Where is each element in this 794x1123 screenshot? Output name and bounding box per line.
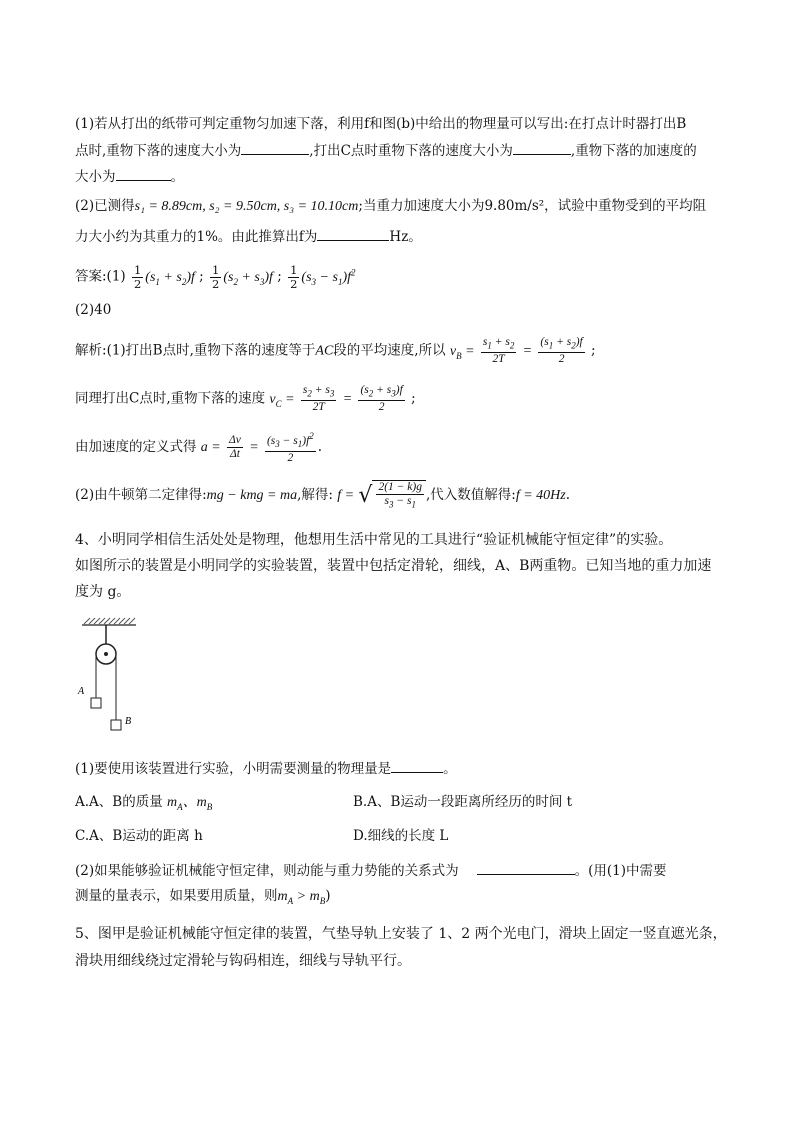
q4-text: 度为 g。	[75, 584, 131, 600]
answer-blank[interactable]	[391, 758, 443, 773]
q3-part1-text: (1)若从打出的纸带可判定重物匀加速下落，利用f和图(b)中给出的物理量可以写出:在打点计时器打出B	[75, 116, 687, 132]
option-c[interactable]	[75, 826, 203, 846]
q3-part1-line3	[75, 166, 184, 187]
q4-line2	[75, 556, 711, 576]
answer-label: 答案:(1)	[75, 268, 126, 285]
option-a-text: A.A、B的质量	[75, 794, 163, 810]
analysis-line4	[75, 480, 570, 511]
formula: $(s_1 + s_2)f$	[145, 269, 195, 287]
q3-text: 大小为	[75, 169, 116, 185]
q3-part2-line1	[75, 196, 706, 217]
fraction: $\frac{1}{2}$	[212, 262, 220, 291]
formula: a =	[200, 440, 221, 456]
q4-line3	[75, 582, 130, 602]
q4-text: )	[325, 888, 331, 904]
label-b: B	[125, 716, 132, 727]
q4-sub2-line2	[75, 886, 330, 911]
ceiling-icon	[82, 618, 136, 625]
q3-text: ;当重力加速度大小为9.80m/s²，试验中重物受到的平均阻	[358, 198, 707, 214]
q3-text: ,打出C点时重物下落的速度大小为	[309, 143, 513, 159]
q5-line1	[75, 924, 727, 944]
sqrt-formula: √ $\frac{2(1 - k)g}{s_3 - s_1}$	[358, 480, 426, 511]
q4-sub1	[75, 758, 457, 779]
option-d-text: D.细线的长度 L	[353, 828, 449, 844]
answer-blank[interactable]	[116, 166, 171, 181]
q3-text: (2)已测得	[75, 198, 135, 214]
q4-text: 如图所示的装置是小明同学的实验装置，装置中包括定滑轮，细线，A、B两重物。已知当地的重力加速	[75, 558, 712, 574]
analysis-text: 同理打出C点时,重物下落的速度	[75, 390, 266, 407]
option-a-math: $m_A$、$m_B$	[167, 795, 213, 812]
analysis-text: (2)由牛顿第二定律得:	[75, 487, 207, 504]
analysis-text: 由加速度的定义式得	[75, 439, 197, 456]
answer-2: (2)40	[75, 302, 112, 318]
q3-part1-line1	[75, 114, 686, 134]
q5-line2	[75, 951, 411, 971]
q3-text: 。	[170, 169, 184, 185]
period: .	[565, 487, 571, 504]
mass-b-icon	[111, 720, 121, 730]
analysis-text: ,解得:	[297, 487, 333, 504]
q4-sub2-line1	[75, 860, 667, 881]
q3-text: ,重物下落的加速度的	[570, 143, 697, 159]
pulley-icon	[96, 644, 116, 664]
mass-relation: $m_A > m_B$	[277, 889, 326, 906]
option-c-text: C.A、B运动的距离 h	[75, 828, 203, 844]
fraction: $\frac{(s_2 + s_3)f}{2}$	[360, 384, 403, 414]
analysis-text: 段的平均速度,所以	[333, 342, 446, 359]
answer-blank[interactable]	[241, 140, 309, 155]
q4-text: 。	[443, 761, 457, 777]
answer-line: 答案:(1) $\frac{1}{2}$ $(s_1 + s_2)f$ ; $\frac{1}{2}$ $(s_2 + s_3)f$ ; $\frac{1}{2}$ $(s_3 - s_1)f^2$	[75, 262, 356, 291]
pulley-figure	[76, 616, 146, 738]
analysis-line1: 解析:(1)打出B点时,重物下落的速度等于AC段的平均速度,所以 $v_B$ = $\frac{s_1 + s_2}{2T}$ = $\frac{(s_1 + s_2)f}{2}$ ;	[75, 336, 596, 366]
q4-text: 测量的量表示，如果要用质量，则	[75, 888, 278, 904]
formula: $v_B$ =	[449, 343, 475, 361]
answer-blank[interactable]	[513, 140, 571, 155]
fraction: $\frac{s_2 + s_3}{2T}$	[302, 384, 335, 414]
q3-text: 力大小约为其重力的1%。由此推算出f为	[75, 229, 318, 245]
formula: =	[249, 440, 259, 456]
answer-blank[interactable]	[317, 226, 389, 241]
q4-text: 。(用(1)中需要	[574, 863, 667, 879]
option-d[interactable]	[353, 826, 448, 846]
result: f = 40Hz	[515, 488, 566, 504]
analysis-label: 解析:	[75, 342, 107, 359]
measured-values: s₁ = 8.89cm, s₂ = 9.50cm, s₃ = 10.10cm	[134, 199, 359, 214]
q4-text: 4、小明同学相信生活处处是物理，他想用生活中常见的工具进行“验证机械能守恒定律”的实验。	[75, 532, 673, 548]
period: .	[317, 439, 323, 456]
q3-part1-line2	[75, 140, 697, 161]
mass-a-icon	[91, 698, 101, 708]
formula: $(s_2 + s_3)f$	[223, 269, 273, 287]
segment-ac: AC	[315, 343, 334, 359]
answer2-line	[75, 300, 111, 320]
fraction: $\frac{1}{2}$	[290, 262, 298, 291]
option-b-text: B.A、B运动一段距离所经历的时间 t	[353, 794, 573, 810]
fraction: $\frac{s_1 + s_2}{2T}$	[482, 336, 515, 366]
q3-text: 点时,重物下落的速度大小为	[75, 143, 242, 159]
label-a: A	[78, 686, 85, 697]
fraction: $\frac{(s_3 - s_1)f^2}{2}$	[266, 431, 314, 465]
newton-equation: mg − kmg = ma	[206, 488, 298, 504]
q4-text: (2)如果能够验证机械能守恒定律，则动能与重力势能的关系式为	[75, 863, 459, 879]
q4-line1	[75, 530, 672, 550]
option-a[interactable]	[75, 792, 212, 817]
formula: f =	[337, 488, 355, 504]
fraction: $\frac{(s_1 + s_2)f}{2}$	[540, 336, 583, 366]
analysis-line3	[75, 430, 322, 465]
q3-part2-line2	[75, 226, 422, 247]
q3-text: Hz。	[389, 229, 422, 245]
q5-text: 滑块用细线绕过定滑轮与钩码相连，细线与导轨平行。	[75, 953, 411, 969]
fraction: $\frac{\Delta v}{\Delta t}$	[229, 434, 241, 461]
answer-blank[interactable]	[477, 860, 575, 875]
q5-text: 5、图甲是验证机械能守恒定律的装置，气垫导轨上安装了 1、2 两个光电门，滑块上固定一竖直遮光条，	[75, 926, 727, 942]
analysis-line2: 同理打出C点时,重物下落的速度 $v_C$ = $\frac{s_2 + s_3}{2T}$ = $\frac{(s_2 + s_3)f}{2}$ ;	[75, 384, 416, 414]
analysis-text: (1)打出B点时,重物下落的速度等于	[106, 342, 316, 359]
formula: $v_C$ =	[269, 391, 295, 409]
formula: =	[522, 343, 533, 359]
q4-text: (1)要使用该装置进行实验，小明需要测量的物理量是	[75, 761, 392, 777]
fraction: $\frac{1}{2}$	[133, 262, 142, 291]
option-b[interactable]	[353, 792, 572, 812]
analysis-text: ,代入数值解得:	[425, 487, 516, 504]
formula: =	[342, 391, 353, 407]
formula: $(s_3 - s_1)f^2$	[301, 267, 356, 287]
